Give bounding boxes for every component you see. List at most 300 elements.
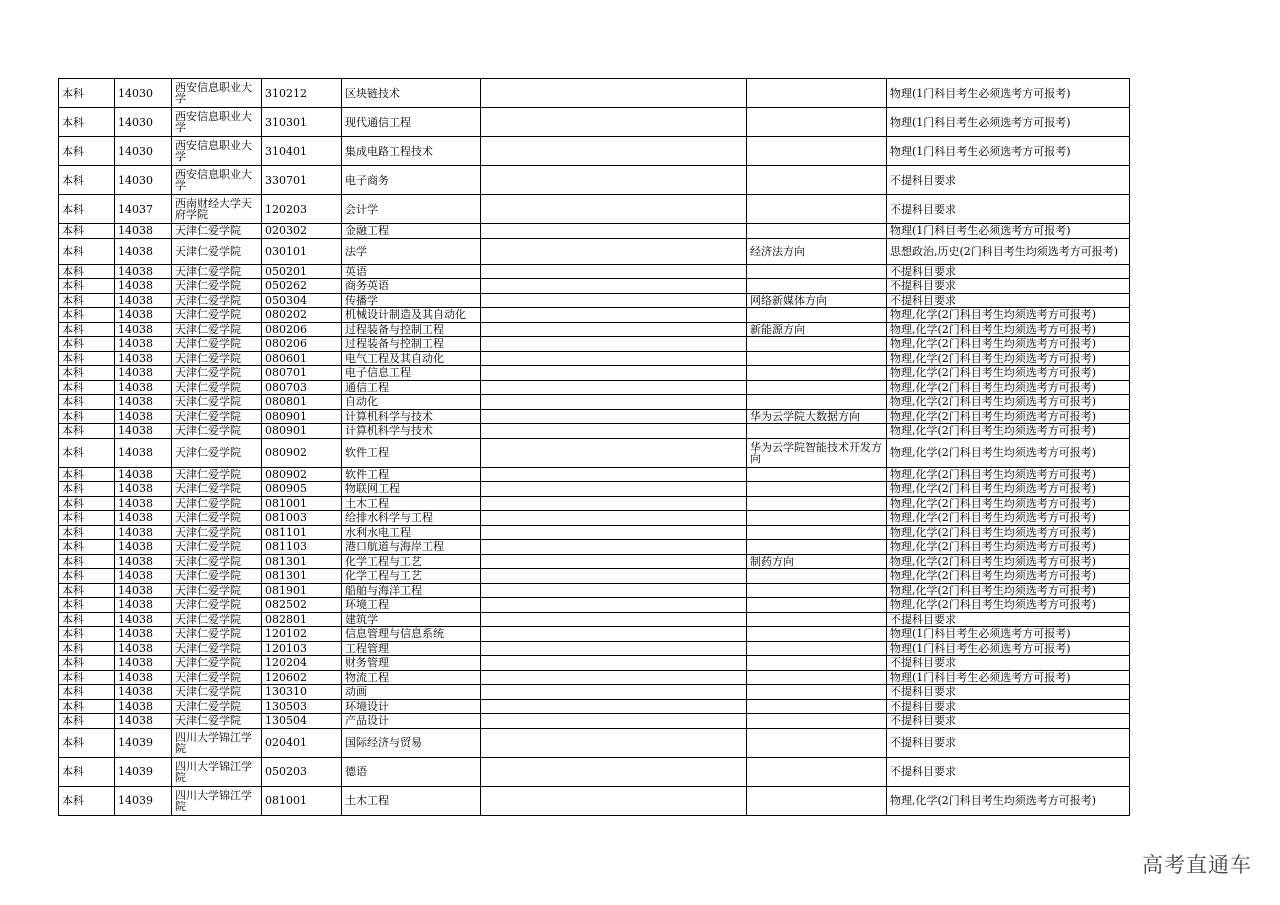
- school-name-cell: 天津仁爱学院: [172, 540, 262, 555]
- level-cell: 本科: [59, 224, 115, 239]
- major-code-cell: 330701: [262, 166, 342, 195]
- subject-requirement-cell: 不提科目要求: [887, 166, 1130, 195]
- major-name-cell: 现代通信工程: [342, 108, 481, 137]
- level-cell: 本科: [59, 627, 115, 642]
- school-code-cell: 14038: [115, 308, 172, 323]
- level-cell: 本科: [59, 612, 115, 627]
- level-cell: 本科: [59, 554, 115, 569]
- direction-cell: [747, 424, 887, 439]
- description-cell: [481, 238, 747, 264]
- table-row: [59, 137, 1130, 166]
- major-name-cell: 物联网工程: [342, 482, 481, 497]
- table-body: [59, 79, 1130, 816]
- school-name-cell: 西安信息职业大学: [172, 137, 262, 166]
- description-cell: [481, 496, 747, 511]
- school-name-cell: 天津仁爱学院: [172, 380, 262, 395]
- school-code-cell: 14038: [115, 467, 172, 482]
- major-name-cell: 产品设计: [342, 714, 481, 729]
- school-code-cell: 14038: [115, 322, 172, 337]
- direction-cell: [747, 308, 887, 323]
- level-cell: 本科: [59, 728, 115, 757]
- major-code-cell: 310401: [262, 137, 342, 166]
- table-row: [59, 714, 1130, 729]
- subject-requirement-cell: 物理,化学(2门科目考生均须选考方可报考): [887, 482, 1130, 497]
- school-code-cell: 14038: [115, 293, 172, 308]
- major-name-cell: 机械设计制造及其自动化: [342, 308, 481, 323]
- major-name-cell: 软件工程: [342, 467, 481, 482]
- major-code-cell: 082801: [262, 612, 342, 627]
- table-row: [59, 308, 1130, 323]
- major-name-cell: 动画: [342, 685, 481, 700]
- table-row: [59, 569, 1130, 584]
- description-cell: [481, 525, 747, 540]
- direction-cell: [747, 224, 887, 239]
- school-code-cell: 14030: [115, 137, 172, 166]
- subject-requirement-cell: 物理,化学(2门科目考生均须选考方可报考): [887, 467, 1130, 482]
- school-code-cell: 14038: [115, 714, 172, 729]
- major-name-cell: 化学工程与工艺: [342, 569, 481, 584]
- level-cell: 本科: [59, 279, 115, 294]
- description-cell: [481, 685, 747, 700]
- description-cell: [481, 224, 747, 239]
- subject-requirement-cell: 不提科目要求: [887, 195, 1130, 224]
- level-cell: 本科: [59, 670, 115, 685]
- table-row: [59, 380, 1130, 395]
- major-name-cell: 法学: [342, 238, 481, 264]
- direction-cell: 华为云学院大数据方向: [747, 409, 887, 424]
- major-code-cell: 081003: [262, 511, 342, 526]
- description-cell: [481, 308, 747, 323]
- table-row: [59, 612, 1130, 627]
- school-name-cell: 天津仁爱学院: [172, 699, 262, 714]
- school-code-cell: 14037: [115, 195, 172, 224]
- school-code-cell: 14038: [115, 685, 172, 700]
- major-name-cell: 电气工程及其自动化: [342, 351, 481, 366]
- level-cell: 本科: [59, 137, 115, 166]
- table-row: [59, 627, 1130, 642]
- school-name-cell: 西南财经大学天府学院: [172, 195, 262, 224]
- direction-cell: [747, 786, 887, 815]
- level-cell: 本科: [59, 308, 115, 323]
- school-code-cell: 14038: [115, 496, 172, 511]
- description-cell: [481, 264, 747, 279]
- level-cell: 本科: [59, 395, 115, 410]
- direction-cell: [747, 79, 887, 108]
- major-code-cell: 120602: [262, 670, 342, 685]
- subject-requirement-cell: 不提科目要求: [887, 264, 1130, 279]
- school-code-cell: 14038: [115, 699, 172, 714]
- major-name-cell: 英语: [342, 264, 481, 279]
- level-cell: 本科: [59, 293, 115, 308]
- subject-requirement-cell: 物理(1门科目考生必须选考方可报考): [887, 137, 1130, 166]
- major-code-cell: 080202: [262, 308, 342, 323]
- description-cell: [481, 322, 747, 337]
- direction-cell: [747, 395, 887, 410]
- major-code-cell: 080905: [262, 482, 342, 497]
- description-cell: [481, 511, 747, 526]
- school-code-cell: 14038: [115, 656, 172, 671]
- school-name-cell: 天津仁爱学院: [172, 279, 262, 294]
- level-cell: 本科: [59, 583, 115, 598]
- table-row: [59, 670, 1130, 685]
- school-code-cell: 14030: [115, 166, 172, 195]
- table-row: [59, 583, 1130, 598]
- subject-requirement-cell: 不提科目要求: [887, 612, 1130, 627]
- subject-requirement-cell: 不提科目要求: [887, 293, 1130, 308]
- table-row: [59, 264, 1130, 279]
- direction-cell: [747, 195, 887, 224]
- level-cell: 本科: [59, 166, 115, 195]
- major-code-cell: 080801: [262, 395, 342, 410]
- school-name-cell: 天津仁爱学院: [172, 438, 262, 467]
- major-name-cell: 工程管理: [342, 641, 481, 656]
- major-code-cell: 081301: [262, 554, 342, 569]
- level-cell: 本科: [59, 238, 115, 264]
- school-name-cell: 西安信息职业大学: [172, 79, 262, 108]
- table-row: [59, 496, 1130, 511]
- description-cell: [481, 583, 747, 598]
- school-code-cell: 14038: [115, 627, 172, 642]
- level-cell: 本科: [59, 366, 115, 381]
- table-row: [59, 728, 1130, 757]
- major-code-cell: 082502: [262, 598, 342, 613]
- table-row: [59, 757, 1130, 786]
- school-code-cell: 14038: [115, 540, 172, 555]
- school-name-cell: 天津仁爱学院: [172, 482, 262, 497]
- school-code-cell: 14038: [115, 224, 172, 239]
- subject-requirement-cell: 物理,化学(2门科目考生均须选考方可报考): [887, 322, 1130, 337]
- description-cell: [481, 554, 747, 569]
- description-cell: [481, 757, 747, 786]
- school-code-cell: 14038: [115, 279, 172, 294]
- table-row: [59, 395, 1130, 410]
- school-code-cell: 14038: [115, 424, 172, 439]
- direction-cell: [747, 108, 887, 137]
- description-cell: [481, 612, 747, 627]
- direction-cell: [747, 166, 887, 195]
- major-name-cell: 软件工程: [342, 438, 481, 467]
- description-cell: [481, 627, 747, 642]
- major-code-cell: 081001: [262, 496, 342, 511]
- description-cell: [481, 641, 747, 656]
- major-code-cell: 120103: [262, 641, 342, 656]
- description-cell: [481, 424, 747, 439]
- subject-requirement-cell: 不提科目要求: [887, 714, 1130, 729]
- major-code-cell: 020302: [262, 224, 342, 239]
- school-code-cell: 14038: [115, 238, 172, 264]
- subject-requirement-cell: 不提科目要求: [887, 757, 1130, 786]
- level-cell: 本科: [59, 511, 115, 526]
- major-code-cell: 081103: [262, 540, 342, 555]
- major-name-cell: 过程装备与控制工程: [342, 337, 481, 352]
- level-cell: 本科: [59, 438, 115, 467]
- major-code-cell: 050304: [262, 293, 342, 308]
- subject-requirement-cell: 物理,化学(2门科目考生均须选考方可报考): [887, 511, 1130, 526]
- major-name-cell: 环境工程: [342, 598, 481, 613]
- table-row: [59, 195, 1130, 224]
- table-row: [59, 786, 1130, 815]
- major-code-cell: 310301: [262, 108, 342, 137]
- subject-requirement-cell: 物理,化学(2门科目考生均须选考方可报考): [887, 409, 1130, 424]
- table-row: [59, 166, 1130, 195]
- major-name-cell: 水利水电工程: [342, 525, 481, 540]
- subject-requirement-cell: 物理,化学(2门科目考生均须选考方可报考): [887, 395, 1130, 410]
- table-row: [59, 337, 1130, 352]
- description-cell: [481, 598, 747, 613]
- direction-cell: [747, 496, 887, 511]
- direction-cell: [747, 337, 887, 352]
- level-cell: 本科: [59, 598, 115, 613]
- school-name-cell: 天津仁爱学院: [172, 308, 262, 323]
- school-code-cell: 14038: [115, 583, 172, 598]
- school-name-cell: 天津仁爱学院: [172, 554, 262, 569]
- table-row: [59, 224, 1130, 239]
- school-name-cell: 天津仁爱学院: [172, 656, 262, 671]
- school-code-cell: 14038: [115, 598, 172, 613]
- school-name-cell: 天津仁爱学院: [172, 525, 262, 540]
- subject-requirement-cell: 物理,化学(2门科目考生均须选考方可报考): [887, 496, 1130, 511]
- level-cell: 本科: [59, 322, 115, 337]
- level-cell: 本科: [59, 786, 115, 815]
- level-cell: 本科: [59, 351, 115, 366]
- table-row: [59, 409, 1130, 424]
- major-code-cell: 080703: [262, 380, 342, 395]
- major-code-cell: 050203: [262, 757, 342, 786]
- major-name-cell: 商务英语: [342, 279, 481, 294]
- major-name-cell: 物流工程: [342, 670, 481, 685]
- level-cell: 本科: [59, 641, 115, 656]
- major-name-cell: 传播学: [342, 293, 481, 308]
- subject-requirement-cell: 物理(1门科目考生必须选考方可报考): [887, 627, 1130, 642]
- major-name-cell: 区块链技术: [342, 79, 481, 108]
- school-code-cell: 14038: [115, 366, 172, 381]
- description-cell: [481, 482, 747, 497]
- school-name-cell: 天津仁爱学院: [172, 612, 262, 627]
- direction-cell: [747, 656, 887, 671]
- level-cell: 本科: [59, 108, 115, 137]
- major-code-cell: 081001: [262, 786, 342, 815]
- major-name-cell: 港口航道与海岸工程: [342, 540, 481, 555]
- table-row: [59, 108, 1130, 137]
- level-cell: 本科: [59, 424, 115, 439]
- table-row: [59, 540, 1130, 555]
- major-code-cell: 080206: [262, 337, 342, 352]
- description-cell: [481, 569, 747, 584]
- major-code-cell: 080701: [262, 366, 342, 381]
- school-name-cell: 天津仁爱学院: [172, 583, 262, 598]
- school-name-cell: 天津仁爱学院: [172, 238, 262, 264]
- subject-requirement-cell: 物理,化学(2门科目考生均须选考方可报考): [887, 525, 1130, 540]
- table-row: [59, 322, 1130, 337]
- major-code-cell: 130310: [262, 685, 342, 700]
- direction-cell: [747, 351, 887, 366]
- level-cell: 本科: [59, 337, 115, 352]
- subject-requirement-cell: 物理,化学(2门科目考生均须选考方可报考): [887, 351, 1130, 366]
- direction-cell: [747, 728, 887, 757]
- subject-requirement-cell: 物理(1门科目考生必须选考方可报考): [887, 641, 1130, 656]
- major-code-cell: 080206: [262, 322, 342, 337]
- direction-cell: 制药方向: [747, 554, 887, 569]
- major-code-cell: 120203: [262, 195, 342, 224]
- description-cell: [481, 279, 747, 294]
- school-name-cell: 天津仁爱学院: [172, 337, 262, 352]
- direction-cell: [747, 612, 887, 627]
- school-name-cell: 天津仁爱学院: [172, 395, 262, 410]
- level-cell: 本科: [59, 195, 115, 224]
- major-name-cell: 船舶与海洋工程: [342, 583, 481, 598]
- table-row: [59, 656, 1130, 671]
- school-code-cell: 14038: [115, 554, 172, 569]
- school-code-cell: 14039: [115, 786, 172, 815]
- major-name-cell: 化学工程与工艺: [342, 554, 481, 569]
- description-cell: [481, 137, 747, 166]
- table-row: [59, 699, 1130, 714]
- table-row: [59, 366, 1130, 381]
- description-cell: [481, 438, 747, 467]
- school-code-cell: 14030: [115, 108, 172, 137]
- school-code-cell: 14038: [115, 482, 172, 497]
- direction-cell: [747, 569, 887, 584]
- major-name-cell: 会计学: [342, 195, 481, 224]
- school-name-cell: 天津仁爱学院: [172, 598, 262, 613]
- table-row: [59, 511, 1130, 526]
- major-code-cell: 050262: [262, 279, 342, 294]
- subject-requirement-cell: 不提科目要求: [887, 685, 1130, 700]
- table-row: [59, 438, 1130, 467]
- major-name-cell: 集成电路工程技术: [342, 137, 481, 166]
- table-row: [59, 598, 1130, 613]
- table-row: [59, 424, 1130, 439]
- major-name-cell: 国际经济与贸易: [342, 728, 481, 757]
- major-code-cell: 080901: [262, 409, 342, 424]
- major-code-cell: 130503: [262, 699, 342, 714]
- description-cell: [481, 728, 747, 757]
- school-name-cell: 四川大学锦江学院: [172, 728, 262, 757]
- description-cell: [481, 195, 747, 224]
- school-code-cell: 14038: [115, 612, 172, 627]
- level-cell: 本科: [59, 380, 115, 395]
- subject-requirement-cell: 物理(1门科目考生必须选考方可报考): [887, 108, 1130, 137]
- major-name-cell: 环境设计: [342, 699, 481, 714]
- school-name-cell: 天津仁爱学院: [172, 224, 262, 239]
- direction-cell: [747, 525, 887, 540]
- major-name-cell: 过程装备与控制工程: [342, 322, 481, 337]
- level-cell: 本科: [59, 714, 115, 729]
- description-cell: [481, 467, 747, 482]
- direction-cell: [747, 670, 887, 685]
- table-row: [59, 641, 1130, 656]
- major-name-cell: 计算机科学与技术: [342, 409, 481, 424]
- major-code-cell: 050201: [262, 264, 342, 279]
- subject-requirement-cell: 物理,化学(2门科目考生均须选考方可报考): [887, 438, 1130, 467]
- description-cell: [481, 540, 747, 555]
- description-cell: [481, 337, 747, 352]
- major-name-cell: 计算机科学与技术: [342, 424, 481, 439]
- subject-requirement-cell: 物理(1门科目考生必须选考方可报考): [887, 79, 1130, 108]
- level-cell: 本科: [59, 757, 115, 786]
- school-name-cell: 天津仁爱学院: [172, 366, 262, 381]
- direction-cell: [747, 482, 887, 497]
- direction-cell: [747, 540, 887, 555]
- major-code-cell: 080601: [262, 351, 342, 366]
- major-name-cell: 通信工程: [342, 380, 481, 395]
- direction-cell: [747, 467, 887, 482]
- level-cell: 本科: [59, 540, 115, 555]
- subject-requirement-cell: 物理(1门科目考生必须选考方可报考): [887, 670, 1130, 685]
- major-code-cell: 081301: [262, 569, 342, 584]
- direction-cell: [747, 641, 887, 656]
- school-code-cell: 14039: [115, 757, 172, 786]
- table-row: [59, 525, 1130, 540]
- level-cell: 本科: [59, 569, 115, 584]
- direction-cell: [747, 714, 887, 729]
- subject-requirement-cell: 物理,化学(2门科目考生均须选考方可报考): [887, 308, 1130, 323]
- school-name-cell: 天津仁爱学院: [172, 569, 262, 584]
- school-name-cell: 西安信息职业大学: [172, 166, 262, 195]
- school-name-cell: 天津仁爱学院: [172, 467, 262, 482]
- major-code-cell: 080902: [262, 438, 342, 467]
- direction-cell: [747, 627, 887, 642]
- table-row: [59, 685, 1130, 700]
- direction-cell: [747, 685, 887, 700]
- level-cell: 本科: [59, 409, 115, 424]
- major-name-cell: 电子商务: [342, 166, 481, 195]
- subject-requirement-cell: 物理,化学(2门科目考生均须选考方可报考): [887, 540, 1130, 555]
- major-name-cell: 财务管理: [342, 656, 481, 671]
- major-code-cell: 030101: [262, 238, 342, 264]
- major-name-cell: 信息管理与信息系统: [342, 627, 481, 642]
- subject-requirement-cell: 物理,化学(2门科目考生均须选考方可报考): [887, 366, 1130, 381]
- school-code-cell: 14030: [115, 79, 172, 108]
- subject-requirement-cell: 思想政治,历史(2门科目考生均须选考方可报考): [887, 238, 1130, 264]
- direction-cell: [747, 757, 887, 786]
- school-name-cell: 天津仁爱学院: [172, 714, 262, 729]
- description-cell: [481, 395, 747, 410]
- subject-requirement-cell: 物理,化学(2门科目考生均须选考方可报考): [887, 380, 1130, 395]
- table-row: [59, 554, 1130, 569]
- table-row: [59, 467, 1130, 482]
- table-row: [59, 238, 1130, 264]
- school-code-cell: 14038: [115, 641, 172, 656]
- description-cell: [481, 380, 747, 395]
- description-cell: [481, 108, 747, 137]
- table-row: [59, 79, 1130, 108]
- level-cell: 本科: [59, 79, 115, 108]
- school-name-cell: 天津仁爱学院: [172, 627, 262, 642]
- table-row: [59, 482, 1130, 497]
- school-name-cell: 天津仁爱学院: [172, 264, 262, 279]
- major-name-cell: 土木工程: [342, 786, 481, 815]
- school-code-cell: 14039: [115, 728, 172, 757]
- school-code-cell: 14038: [115, 351, 172, 366]
- major-code-cell: 081101: [262, 525, 342, 540]
- school-code-cell: 14038: [115, 569, 172, 584]
- major-name-cell: 金融工程: [342, 224, 481, 239]
- subject-requirement-cell: 物理,化学(2门科目考生均须选考方可报考): [887, 583, 1130, 598]
- school-name-cell: 天津仁爱学院: [172, 511, 262, 526]
- subject-requirement-cell: 物理,化学(2门科目考生均须选考方可报考): [887, 337, 1130, 352]
- direction-cell: [747, 583, 887, 598]
- major-name-cell: 自动化: [342, 395, 481, 410]
- direction-cell: 华为云学院智能技术开发方向: [747, 438, 887, 467]
- major-name-cell: 电子信息工程: [342, 366, 481, 381]
- direction-cell: [747, 366, 887, 381]
- admission-table: [58, 78, 1130, 816]
- major-name-cell: 建筑学: [342, 612, 481, 627]
- description-cell: [481, 293, 747, 308]
- direction-cell: 经济法方向: [747, 238, 887, 264]
- direction-cell: [747, 598, 887, 613]
